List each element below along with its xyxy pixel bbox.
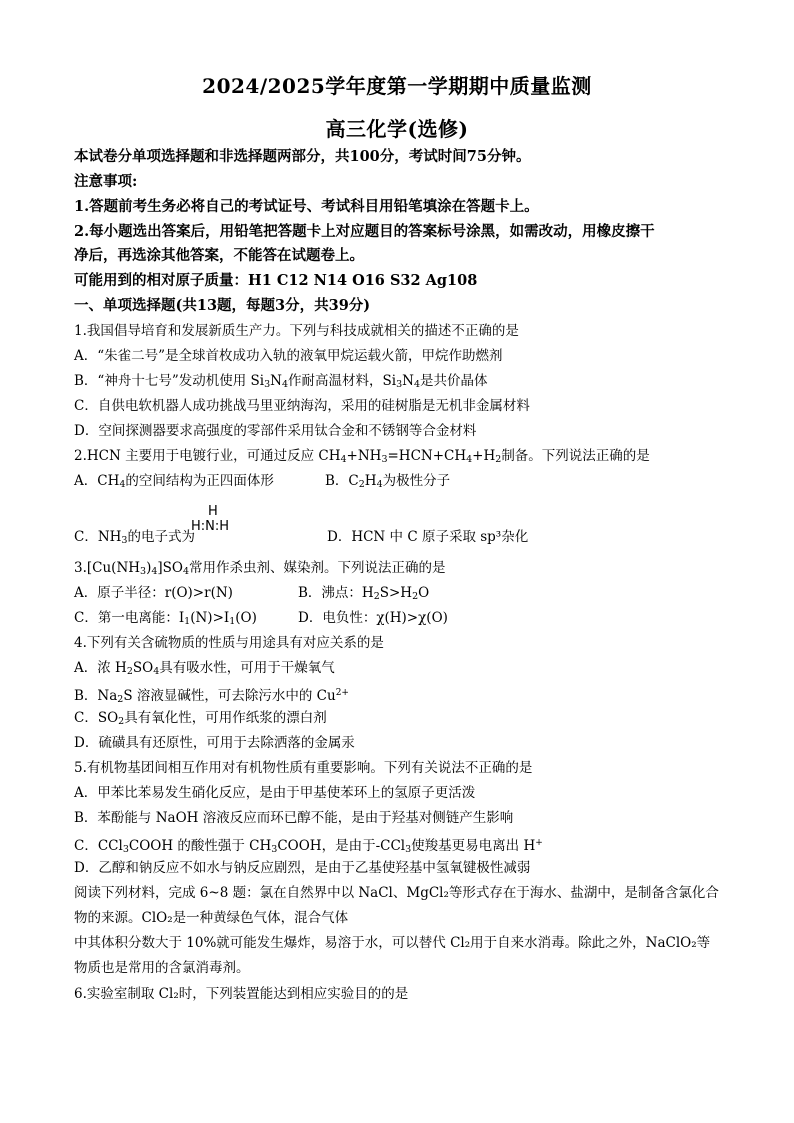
atomic-masses: 可能用到的相对原子质量：H1 C12 N14 O16 S32 Ag108 [74,272,478,289]
reading-passage-line-1: 阅读下列材料，完成 6~8 题：氯在自然界中以 NaCl、MgCl₂等形式存在于海水、盐湖中，是制备含氯化合 [74,885,719,901]
question-5-option-b: B．苯酚能与 NaOH 溶液反应而环已醇不能，是由于羟基对侧链产生影响 [74,810,514,826]
exam-subtitle: 高三化学(选修) [325,117,469,141]
question-6-stem: 6.实验室制取 Cl₂时，下列装置能达到相应实验目的的是 [74,986,409,1002]
question-1-option-c: C．自供电软机器人成功挑战马里亚纳海沟，采用的硅树脂是无机非金属材料 [74,398,530,414]
question-4-option-c: C．$SO_2$具有氧化性，可用作纸浆的漂白剂 [74,710,327,727]
question-2-option-c: C．$NH_3$的电子式为 [74,529,195,546]
notice-item-1: 1.答题前考生务必将自己的考试证号、考试科目用铅笔填涂在答题卡上。 [74,198,539,215]
notice-item-2b: 净后，再选涂其他答案，不能答在试题卷上。 [74,247,364,264]
reading-passage-line-2: 物的来源。ClO₂是一种黄绿色气体，混合气体 [74,910,349,926]
exam-title: 2024/2025学年度第一学期期中质量监测 [202,74,592,98]
question-1-stem: 1.我国倡导培育和发展新质生产力。下列与科技成就相关的描述不正确的是 [74,323,519,339]
question-3-option-a: A．原子半径：r(O)>r(N) [74,585,233,601]
question-5-option-c: C．CCl$_3$COOH 的酸性强于 $CH_3COOH$，是由于-CCl$_3$使羧基更易电离出 H+ [74,838,543,855]
question-4-option-d: D．硫磺具有还原性，可用于去除洒落的金属汞 [74,735,355,751]
intro-line: 本试卷分单项选择题和非选择题两部分，共100分，考试时间75分钟。 [74,148,531,165]
question-1-option-a: A．“朱雀二号”是全球首枚成功入轨的液氧甲烷运载火箭，甲烷作助燃剂 [74,348,503,364]
question-2-option-b: B．$C_2H_4$为极性分子 [325,473,451,490]
section-heading-1: 一、单项选择题(共13题，每题3分，共39分) [74,297,371,314]
question-5-option-a: A．甲苯比苯易发生硝化反应，是由于甲基使苯环上的氢原子更活泼 [74,785,476,801]
question-4-stem: 4.下列有关含硫物质的性质与用途具有对应关系的是 [74,635,384,651]
question-2-row-cd [74,527,724,551]
notice-heading: 注意事项: [74,173,138,190]
reading-passage-line-4: 物质也是常用的含氯消毒剂。 [74,960,250,976]
question-4-option-b: B．$Na_2S$ 溶液显碱性，可去除污水中的 $Cu^{2+}$ [74,688,349,705]
question-2-option-d: D．HCN 中 C 原子采取 sp³杂化 [327,529,529,545]
question-2-stem: 2.HCN 主要用于电镀行业，可通过反应 $CH_4+NH_3=HCN+CH_4+H_2$制备。下列说法正确的是 [74,448,650,465]
question-5-stem: 5.有机物基团间相互作用对有机物性质有重要影响。下列有关说法不正确的是 [74,760,533,776]
question-3-option-b: B．沸点：$H_2S>H_2O$ [298,585,430,602]
reading-passage-line-3: 中其体积分数大于 10%就可能发生爆炸，易溶于水，可以替代 Cl₂用于自来水消毒。除此之外，NaClO₂等 [74,935,711,951]
question-3-option-d: D．电负性：χ(H)>χ(O) [298,610,448,626]
notice-item-2a: 2.每小题选出答案后，用铅笔把答题卡上对应题目的答案标号涂黑，如需改动，用橡皮擦干 [74,223,655,240]
question-3-stem: $3.[Cu(NH_3)_4]SO_4$常用作杀虫剂、媒染剂。下列说法正确的是 [74,560,446,577]
question-1-option-d: D．空间探测器要求高强度的零部件采用钛合金和不锈钢等合金材料 [74,423,477,439]
question-5-option-d: D．乙醇和钠反应不如水与钠反应剧烈，是由于乙基使羟基中氢氧键极性减弱 [74,860,531,876]
question-4-option-a: A．浓 $H_2SO_4$具有吸水性，可用于干燥氧气 [74,660,335,677]
question-3-option-c: C．第一电离能：$I_1(N)>I_1(O)$ [74,610,257,627]
ammonia-electron-formula: H H:N:H [191,504,230,534]
question-3-row-ab [74,583,724,603]
question-2-row-ab [74,471,724,495]
question-2-option-a: A．$CH_4$的空间结构为正四面体形 [74,473,274,490]
question-3-row-cd [74,608,724,632]
question-1-option-b: B．“神舟十七号”发动机使用 $Si_3N_4$作耐高温材料，$Si_3N_4$是共价晶体 [74,373,488,390]
